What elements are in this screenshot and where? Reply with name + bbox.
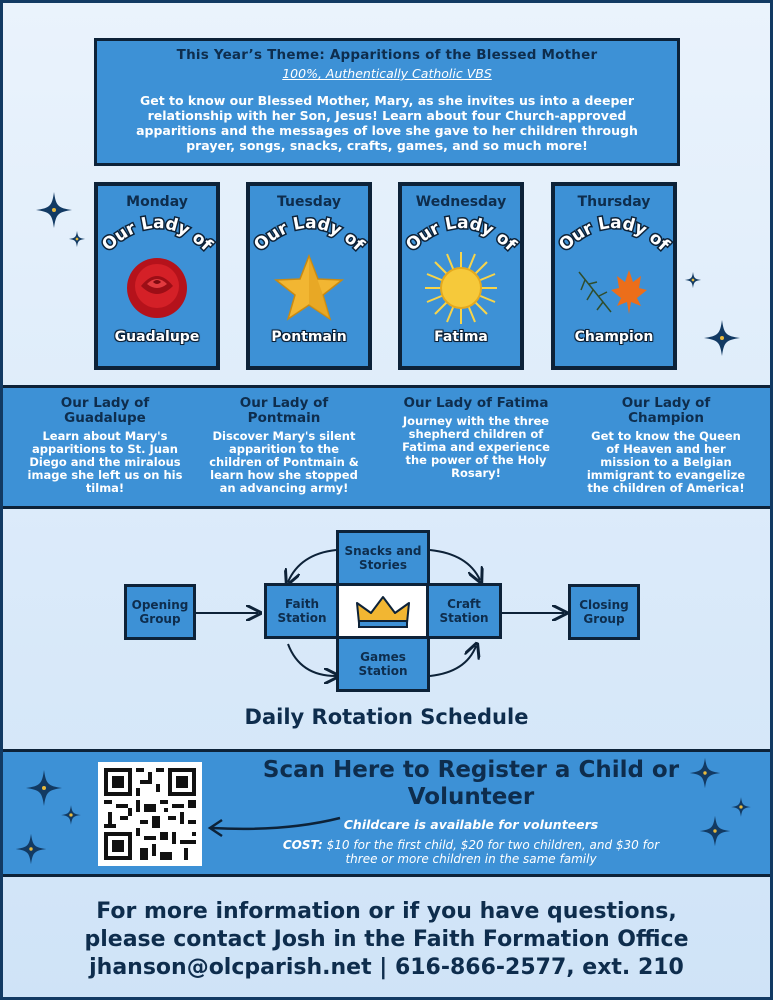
description-title: Our Lady of Champion	[621, 395, 711, 426]
description-pontmain	[204, 396, 364, 495]
opening-group-label: Opening Group	[131, 598, 189, 626]
qr-code-icon	[104, 768, 196, 860]
arc-title	[402, 208, 520, 258]
description-guadalupe	[25, 396, 185, 495]
day-label: Tuesday	[277, 194, 341, 210]
day-label: Thursday	[577, 194, 651, 210]
description-champion	[586, 396, 746, 495]
sparkle-icon	[24, 768, 64, 808]
craft-station-box	[426, 583, 502, 639]
contact-block	[0, 898, 773, 982]
craft-station-label: Craft Station	[439, 597, 489, 625]
star-icon	[273, 252, 345, 324]
register-note: Childcare is available for volunteers	[343, 817, 599, 832]
description-body: Get to know the Queen of Heaven and her mission to a Belgian immigrant to evangelize the children of America!	[586, 429, 746, 495]
sun-icon	[425, 252, 497, 324]
crown-box	[336, 583, 430, 639]
arc-title	[98, 208, 216, 258]
sparkle-icon	[68, 230, 86, 248]
description-body: Journey with the three shepherd children of Fatima and experience the power of the Holy Rosary!	[402, 414, 550, 480]
sparkle-icon	[34, 190, 74, 230]
closing-group-label: Closing Group	[579, 598, 629, 626]
svg-text:Our Lady of: Our Lady of	[98, 212, 216, 256]
day-label: Monday	[126, 194, 188, 210]
svg-text:Our Lady of: Our Lady of	[250, 212, 368, 256]
sparkle-icon	[684, 271, 702, 289]
svg-text:Our Lady of: Our Lady of	[555, 212, 673, 256]
sparkle-icon	[730, 796, 752, 818]
description-title: Our Lady of Guadalupe	[60, 395, 150, 426]
registration-qr-code[interactable]	[98, 762, 202, 866]
register-title: Scan Here to Register a Child or Volunteer	[262, 757, 680, 810]
theme-subtitle: 100%, Authentically Catholic VBS	[282, 66, 492, 81]
description-title: Our Lady of Fatima	[403, 395, 549, 411]
contact-line-1: For more information or if you have questions,	[96, 899, 677, 924]
contact-line-2: please contact Josh in the Faith Formation Office	[84, 927, 689, 952]
sparkle-icon	[702, 318, 742, 358]
snacks-stories-label: Snacks and Stories	[344, 544, 422, 572]
opening-group-box	[124, 584, 196, 640]
theme-body: Get to know our Blessed Mother, Mary, as she invites us into a deeper relationship with her Son, Jesus! Learn about four Church-approved apparitions and the messages of love she gave to her children through prayer, songs, snacks, crafts, games, and so much more!	[136, 93, 638, 153]
day-card-tuesday	[246, 182, 372, 370]
description-fatima	[396, 396, 556, 480]
maple-pine-icon	[561, 252, 665, 324]
snacks-stories-box	[336, 530, 430, 586]
cost-label: COST:	[282, 838, 323, 852]
svg-text:Our Lady of: Our Lady of	[402, 212, 520, 256]
day-card-thursday	[551, 182, 677, 370]
arc-title	[555, 208, 673, 258]
place-label: Pontmain	[271, 329, 347, 345]
day-card-monday	[94, 182, 220, 370]
sparkle-icon	[14, 832, 48, 866]
place-label: Guadalupe	[114, 329, 200, 345]
crown-icon	[353, 593, 413, 629]
contact-line-3[interactable]: jhanson@olcparish.net | 616-866-2577, ext. 210	[89, 955, 684, 980]
games-station-box	[336, 636, 430, 692]
theme-box	[94, 38, 680, 166]
register-cost	[266, 838, 676, 866]
description-title: Our Lady of Pontmain	[239, 395, 329, 426]
faith-station-label: Faith Station	[277, 597, 327, 625]
description-body: Learn about Mary's apparitions to St. Juan Diego and the miralous image she left us on his tilma!	[27, 429, 183, 495]
place-label: Champion	[574, 329, 654, 345]
games-station-label: Games Station	[358, 650, 408, 678]
closing-group-box	[568, 584, 640, 640]
sparkle-icon	[60, 804, 82, 826]
arc-title	[250, 208, 368, 258]
place-label: Fatima	[434, 329, 488, 345]
description-body: Discover Mary's silent apparition to the children of Pontmain & learn how she stopped an advancing army!	[209, 429, 359, 495]
theme-title: This Year’s Theme: Apparitions of the Blessed Mother	[176, 47, 598, 63]
description-band	[3, 385, 770, 509]
cost-text: $10 for the first child, $20 for two children, and $30 for three or more children in the same family	[326, 838, 660, 866]
rotation-title: Daily Rotation Schedule	[244, 705, 529, 729]
day-card-wednesday	[398, 182, 524, 370]
rose-icon	[121, 252, 193, 324]
faith-station-box	[264, 583, 340, 639]
day-label: Wednesday	[415, 194, 507, 210]
